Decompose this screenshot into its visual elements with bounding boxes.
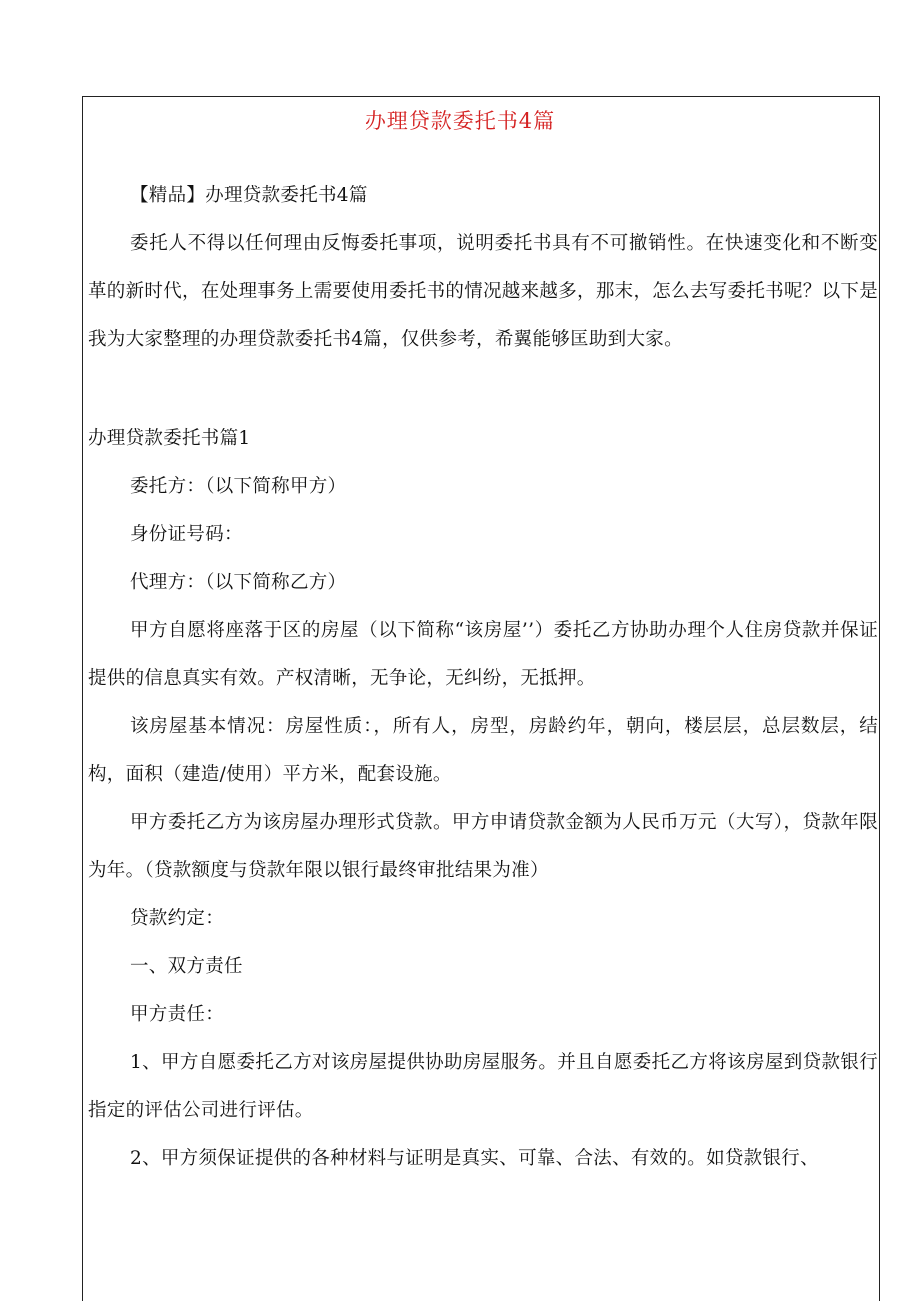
intro-paragraph: 委托人不得以任何理由反悔委托事项，说明委托书具有不可撤销性。在快速变化和不断变革的新时代，在处理事务上需要使用委托书的情况越来越多，那末，怎么去写委托书呢？以下是我为大家整理的办理贷款委托书4篇，仅供参考，希翼能够匡助到大家。 bbox=[88, 233, 878, 350]
principal-line: 委托方：（以下简称甲方） bbox=[130, 476, 347, 497]
section-heading: 办理贷款委托书篇1 bbox=[88, 428, 251, 449]
duty-item-2: 2、甲方须保证提供的各种材料与证明是真实、可靠、合法、有效的。如贷款银行、 bbox=[130, 1148, 819, 1169]
party-a-duties-heading: 甲方责任： bbox=[130, 1004, 225, 1025]
document-title: 办理贷款委托书4篇 bbox=[364, 109, 556, 133]
house-paragraph: 甲方自愿将座落于区的房屋（以下简称“该房屋’’）委托乙方协助办理个人住房贷款并保证提供的信息真实有效。产权清晰，无争论，无纠纷，无抵押。 bbox=[88, 620, 878, 689]
house-basic-paragraph: 该房屋基本情况：房屋性质：，所有人，房型，房龄约年，朝向，楼层层，总层数层，结构，面积（建造/使用）平方米，配套设施。 bbox=[88, 716, 878, 785]
id-number-line: 身份证号码： bbox=[130, 524, 243, 545]
mutual-duties-heading: 一、双方责任 bbox=[130, 956, 243, 977]
loan-paragraph: 甲方委托乙方为该房屋办理形式贷款。甲方申请贷款金额为人民币万元（大写），贷款年限为年。（贷款额度与贷款年限以银行最终审批结果为准） bbox=[88, 812, 878, 881]
document-subtitle: 【精品】办理贷款委托书4篇 bbox=[130, 185, 368, 206]
agent-line: 代理方：（以下简称乙方） bbox=[130, 572, 347, 593]
duty-item-1: 1、甲方自愿委托乙方对该房屋提供协助房屋服务。并且自愿委托乙方将该房屋到贷款银行指定的评估公司进行评估。 bbox=[88, 1052, 878, 1121]
loan-agreement-heading: 贷款约定： bbox=[130, 908, 225, 929]
